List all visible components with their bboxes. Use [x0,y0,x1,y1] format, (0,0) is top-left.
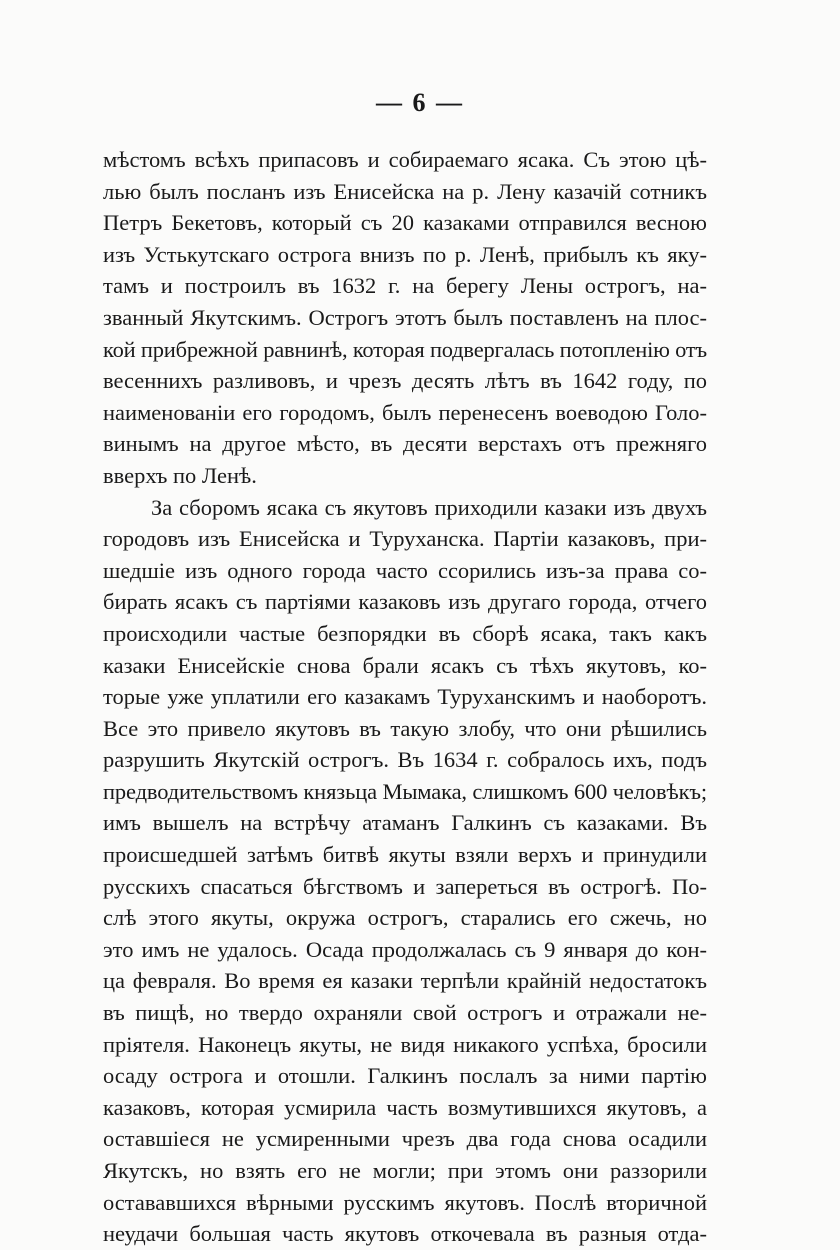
text-line: пріятеля. Наконецъ якуты, не видя никакого успѣха, бросили [103,1031,707,1057]
paragraph-end-line: вверхъ по Ленѣ. [103,462,257,488]
text-line: торые уже уплатили его казакамъ Туруханскимъ и наоборотъ. [103,684,707,710]
text-line: званный Якутскимъ. Острогъ этотъ былъ поставленъ на плос- [103,304,707,330]
text-line: кой прибрежной равнинѣ, которая подвергалась потопленію отъ [103,336,707,362]
text-line: весеннихъ разливовъ, и чрезъ десять лѣтъ въ 1642 году, по [103,368,707,394]
text-line: мѣстомъ всѣхъ припасовъ и собираемаго ясака. Съ этою цѣ- [103,147,707,172]
text-line: остававшихся вѣрными русскимъ якутовъ. Послѣ вторичной [103,1189,707,1215]
text-line: слѣ этого якуты, окружа острогъ, старались его сжечь, но [103,905,707,931]
text-line: предводительствомъ князьца Мымака, слишкомъ 600 человѣкъ; [103,778,707,804]
text-line: тамъ и построилъ въ 1632 г. на берегу Лены острогъ, на- [103,273,707,299]
text-line: бирать ясакъ съ партіями казаковъ изъ другаго города, отчего [103,589,707,615]
text-line: винымъ на другое мѣсто, въ десяти верстахъ отъ прежняго [103,431,707,457]
text-line: шедшіе изъ одного города часто ссорились изъ-за права со- [103,557,707,583]
page-number: — 6 — [376,88,464,117]
text-line: казаки Енисейскіе снова брали ясакъ съ тѣхъ якутовъ, ко- [103,652,707,678]
text-line: Все это привело якутовъ въ такую злобу, что они рѣшились [103,715,707,741]
text-line: лью былъ посланъ изъ Енисейска на р. Лену казачій сотникъ [103,178,707,204]
text-line: происходили частые безпорядки въ сборѣ ясака, такъ какъ [103,620,707,646]
text-line: казаковъ, которая усмирила часть возмутившихся якутовъ, а [103,1094,707,1120]
text-line: разрушить Якутскій острогъ. Въ 1634 г. собралось ихъ, подъ [103,747,707,773]
paragraph-first-line: За сборомъ ясака съ якутовъ приходили казаки изъ двухъ [151,494,707,520]
text-line: въ пищѣ, но твердо охраняли свой острогъ и отражали не- [103,1000,707,1026]
text-line: имъ вышелъ на встрѣчу атаманъ Галкинъ съ казаками. Въ [103,810,707,836]
text-line: осаду острога и отошли. Галкинъ послалъ за ними партію [103,1063,707,1089]
text-line: наименованіи его городомъ, былъ перенесенъ воеводою Голо- [103,399,707,425]
text-line: городовъ изъ Енисейска и Туруханска. Партіи казаковъ, при- [103,526,707,552]
text-line: ца февраля. Во время ея казаки терпѣли крайній недостатокъ [103,968,707,994]
text-line: оставшіеся не усмиренными чрезъ два года снова осадили [103,1126,707,1152]
text-line: неудачи большая часть якутовъ откочевала въ разныя отда- [103,1221,707,1247]
text-line: изъ Устькутскаго острога внизъ по р. Ленѣ, прибылъ къ яку- [103,241,707,267]
text-line: русскихъ спасаться бѣгствомъ и запереться въ острогѣ. По- [103,873,707,899]
text-line: Петръ Бекетовъ, который съ 20 казаками отправился весною [103,210,707,236]
body-text [103,144,707,1250]
text-line: происшедшей затѣмъ битвѣ якуты взяли верхъ и принудили [103,842,707,868]
text-line: Якутскъ, но взять его не могли; при этомъ они раззорили [103,1158,707,1183]
text-line: это имъ не удалось. Осада продолжалась съ 9 января до кон- [103,936,707,962]
